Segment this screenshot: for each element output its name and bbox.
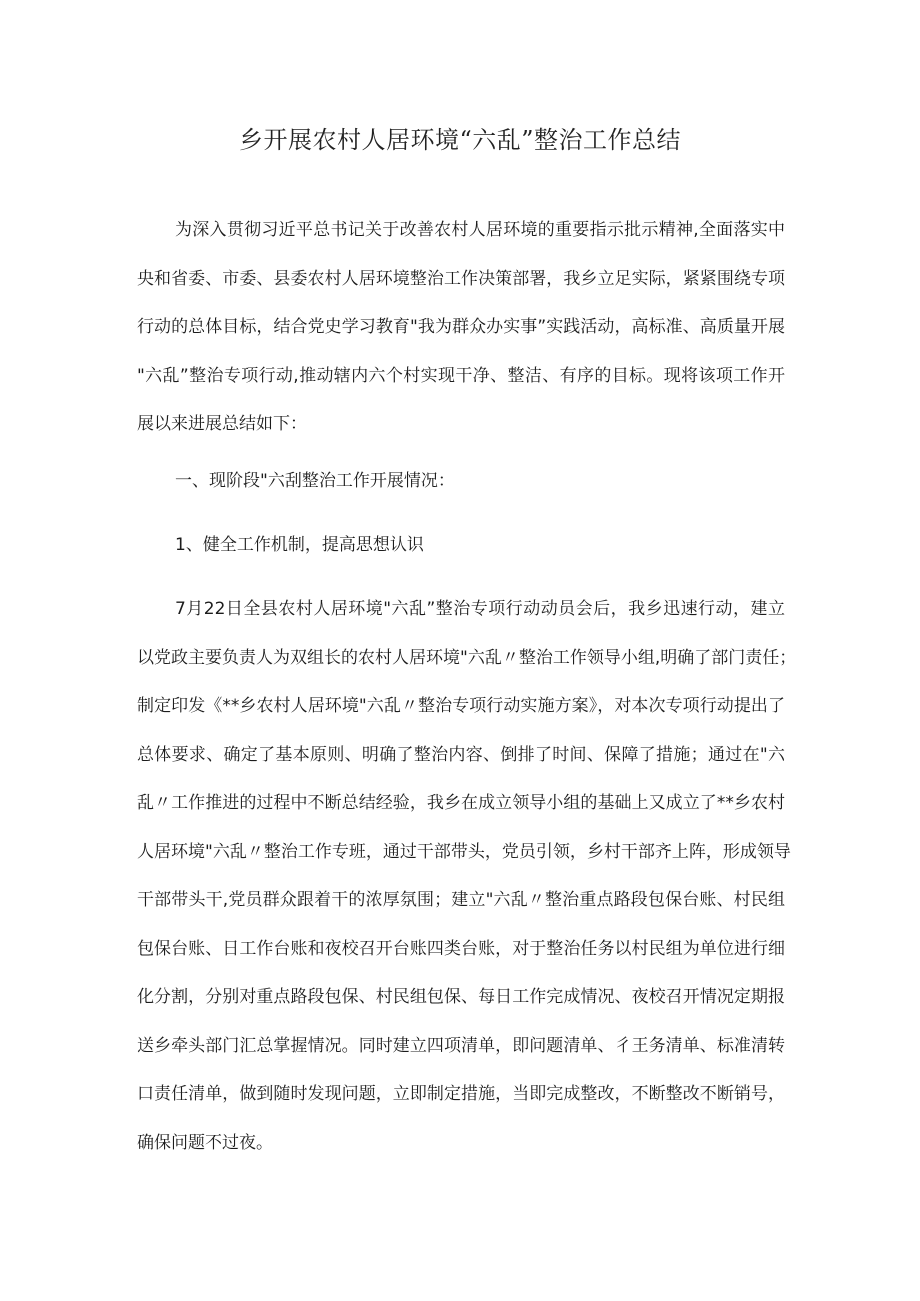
paragraph-line: 人居环境"六乱〃整治工作专班，通过干部带头，党员引领，乡村干部齐上阵，形成领导	[137, 841, 791, 862]
section-heading-block	[137, 457, 785, 506]
paragraph-line: 包保台账、日工作台账和夜校召开台账四类台账，对于整治任务以村民组为单位进行细	[137, 938, 785, 959]
subsection-heading: 1、健全工作机制，提高思想认识	[175, 535, 424, 555]
paragraph-line: 化分割，分别对重点路段包保、村民组包保、每日工作完成情况、夜校召开情况定期报	[137, 987, 785, 1007]
paragraph-line: 制定印发《**乡农村人居环境"六乱〃整治专项行动实施方案》，对本次专项行动提出了	[137, 696, 785, 716]
body-paragraph	[137, 585, 797, 1167]
paragraph-line: 口责任清单，做到随时发现问题，立即制定措施，当即完成整改，不断整改不断销号，	[137, 1084, 785, 1104]
paragraph-line: 总体要求、确定了基本原则、明确了整治内容、倒排了时间、保障了措施；通过在"六	[137, 744, 785, 765]
paragraph-line: 送乡牵头部门汇总掌握情况。同时建立四项清单，即问题清单、彳王务清单、标准清转	[137, 1035, 785, 1056]
paragraph-line: 7月22日全县农村人居环境"六乱”整治专项行动动员会后，我乡迅速行动，建立	[175, 599, 785, 619]
paragraph-line: 展以来进展总结如下：	[137, 414, 307, 434]
section-heading: 一、现阶段"六刮整治工作开展情况：	[175, 471, 455, 491]
paragraph-line: 行动的总体目标，结合党史学习教育"我为群众办实事”实践活动，高标准、高质量开展	[137, 317, 785, 337]
intro-paragraph	[137, 206, 785, 449]
paragraph-line: 以党政主要负责人为双组长的农村人居环境"六乱〃整治工作领导小组,明确了部门责任；	[137, 647, 797, 668]
subsection-heading-block	[137, 521, 785, 570]
paragraph-line: 央和省委、市委、县委农村人居环境整治工作决策部署，我乡立足实际，紧紧围绕专项	[137, 268, 785, 289]
paragraph-line: 乱〃工作推进的过程中不断总结经验，我乡在成立领导小组的基础上又成立了**乡农村	[137, 793, 785, 813]
paragraph-line: "六乱”整治专项行动,推动辖内六个村实现干净、整洁、有序的目标。现将该项工作开	[137, 365, 785, 386]
paragraph-line: 确保问题不过夜。	[137, 1132, 273, 1153]
paragraph-line: 为深入贯彻习近平总书记关于改善农村人居环境的重要指示批示精神,全面落实中	[175, 220, 785, 240]
paragraph-line: 干部带头干,党员群众跟着干的浓厚氛围；建立"六乱〃整治重点路段包保台账、村民组	[137, 890, 785, 910]
document-title: 乡开展农村人居环境“六乱”整治工作总结	[238, 126, 682, 154]
